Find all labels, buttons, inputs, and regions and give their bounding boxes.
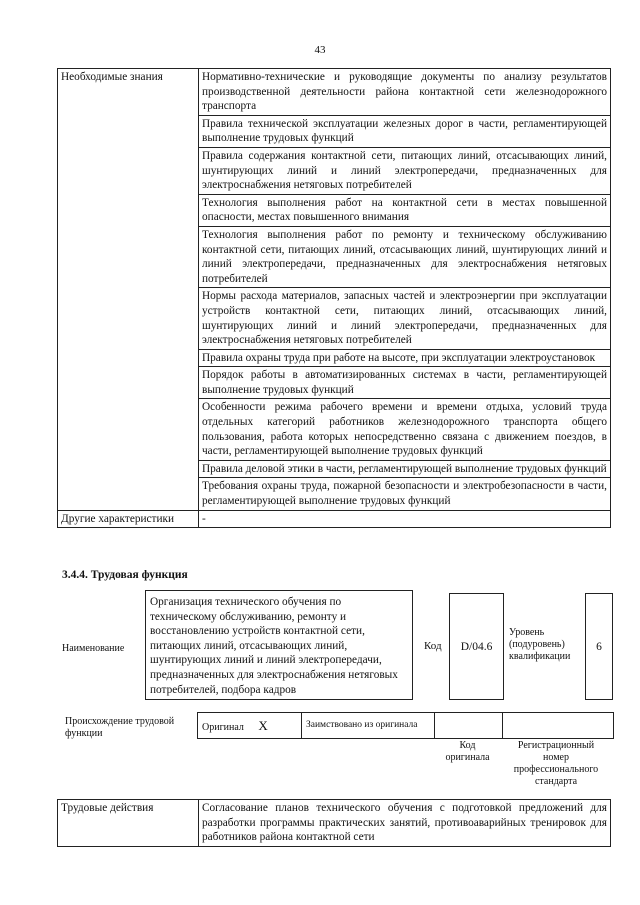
origin-code-label: Код оригинала (445, 740, 490, 763)
origin-original-cell (198, 713, 302, 739)
knowledge-item: Особенности режима рабочего времени и времени отдыха, условий труда отдельных категорий работников железнодорожного транспорта общего пользования, работа которых непосредственно связана с движением поездов, в части, регламентирующей выполнение трудовых функций (199, 399, 611, 460)
knowledge-item: Технология выполнения работ на контактной сети в местах повышенной опасности, местах повышенного внимания (199, 194, 611, 226)
knowledge-item: Нормы расхода материалов, запасных частей и электроэнергии при эксплуатации устройств контактной сети, питающих линий, отсасывающих линий, шунтирующих линий и линий электропередачи, предназначенных для электроснабжения нетяговых потребителей (199, 288, 611, 349)
origin-borrowed-cell: Заимствовано из оригинала (302, 713, 435, 739)
other-characteristics-value: - (199, 510, 611, 528)
level-value: 6 (596, 640, 602, 653)
code-value: D/04.6 (460, 640, 493, 653)
level-label: Уровень (подуровень) квалификации (509, 627, 571, 662)
actions-label: Трудовые действия (58, 800, 199, 847)
table-row (198, 713, 614, 739)
knowledge-item: Правила деловой этики в части, регламентирующей выполнение трудовых функций (199, 460, 611, 478)
table-row (58, 69, 611, 116)
actions-item: Согласование планов технического обучения с подготовкой предложений для разработки программы практических занятий, противоаварийных тренировок для работников района контактной сети (199, 800, 611, 847)
code-label: Код (424, 640, 442, 652)
level-value-box (585, 593, 613, 700)
origin-reg-cell (503, 713, 614, 739)
origin-code-cell (435, 713, 503, 739)
knowledge-item: Технология выполнения работ по ремонту и техническому обслуживанию контактной сети, питающих линий, отсасывающих линий, шунтирующих линий и линий электропередачи, предназначенных для электроснабжения нетяговых потребителей (199, 226, 611, 287)
other-characteristics-label: Другие характеристики (58, 510, 199, 528)
knowledge-item: Порядок работы в автоматизированных системах в части, регламентирующей выполнение трудовых функций (199, 367, 611, 399)
function-name-box (145, 590, 413, 700)
section-title: 3.4.4. Трудовая функция (62, 569, 188, 581)
knowledge-table (57, 68, 611, 528)
function-name-text: Организация технического обучения по техническому обслуживанию, ремонту и восстановлению устройств контактной сети, питающих линий, отсасывающих линий, шунтирующих линий и линий электропередачи, предназначенных для электроснабжения нетяговых потребителей, подбора кадров (150, 596, 398, 696)
origin-table (197, 712, 614, 739)
knowledge-item: Правила содержания контактной сети, питающих линий, отсасывающих линий, шунтирующих линий и линий электропередачи, предназначенных для электроснабжения нетяговых потребителей (199, 147, 611, 194)
knowledge-item: Требования охраны труда, пожарной безопасности и электробезопасности в части, регламентирующей выполнение трудовых функций (199, 478, 611, 510)
page-number: 43 (314, 44, 326, 56)
origin-reg-label: Регистрационный номер профессионального стандарта (513, 740, 599, 787)
knowledge-label: Необходимые знания (58, 69, 199, 511)
origin-label: Происхождение трудовой функции (65, 716, 175, 739)
actions-table (57, 799, 611, 847)
table-row (58, 510, 611, 528)
origin-original-label: Оригинал (202, 721, 244, 733)
code-value-box (449, 593, 504, 700)
table-row (58, 800, 611, 847)
knowledge-item: Правила технической эксплуатации железных дорог в части, регламентирующей выполнение трудовых функций (199, 115, 611, 147)
origin-original-mark: X (258, 717, 268, 733)
function-name-label: Наименование (62, 643, 125, 654)
knowledge-item: Правила охраны труда при работе на высоте, при эксплуатации электроустановок (199, 349, 611, 367)
knowledge-item: Нормативно-технические и руководящие документы по анализу результатов производственной деятельности района контактной сети железнодорожного транспорта (199, 69, 611, 116)
